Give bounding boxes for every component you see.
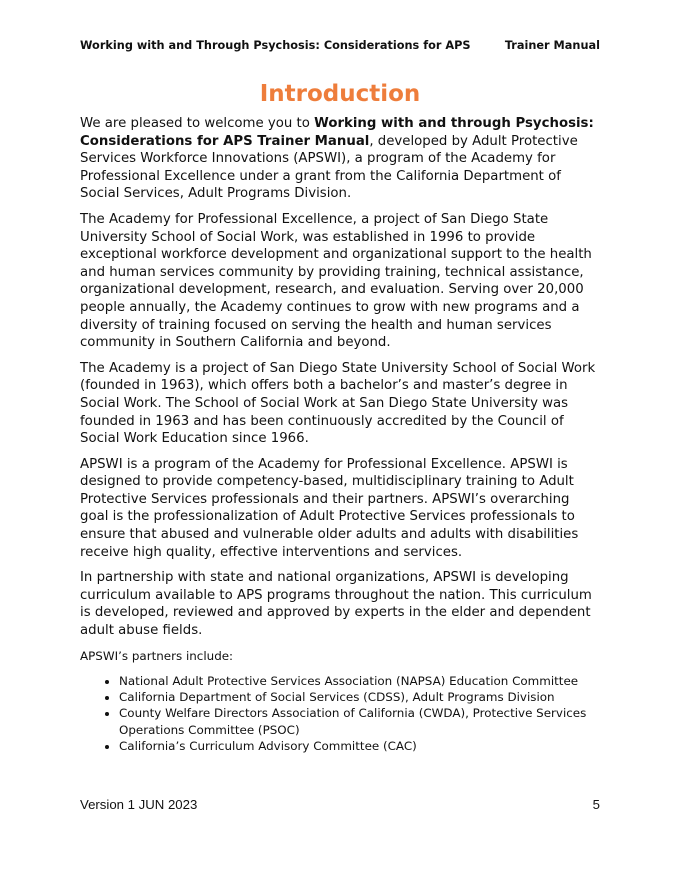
intro-paragraph-5: In partnership with state and national organizations, APSWI is developing curriculum available to APS programs throughout the nation. This curriculum is developed, reviewed and approved by experts in the elder and dependent adult abuse fields. — [80, 570, 592, 639]
list-item: • National Adult Protective Services Association (NAPSA) Education Committee — [119, 673, 600, 689]
manual-title-bold: Working with and through Psychosis: Considerations for APS Trainer Manual — [80, 116, 594, 149]
intro-paragraph-3: The Academy is a project of San Diego State University School of Social Work (founded in 1963), which offers both a bachelor’s and master’s degree in Social Work. The School of Social Work at San Diego State University was founded in 1963 and has been continuously accredited by the Council of Social Work Education since 1966. — [80, 360, 596, 447]
intro-paragraph-2: The Academy for Professional Excellence, a project of San Diego State University School of Social Work, was established in 1996 to provide exceptional workforce development and organizational support to the health and human services community by providing training, technical assistance, organizational development, research, and evaluation. Serving over 20,000 people annually, the Academy continues to grow with new programs and a diversity of training focused on serving the health and human services community in Southern California and beyond. — [80, 211, 592, 351]
body-content — [80, 115, 600, 754]
intro-paragraph-1 — [80, 115, 600, 203]
partners-list — [80, 673, 600, 754]
p1-rest: , developed by Adult Protective Services Workforce Innovations (APSWI), a program of the Academy for Professional Excellence under a grant from the California Department of Social Services, Adult Programs Division. — [80, 133, 578, 202]
header-doc-title: Working with and Through Psychosis: Considerations for APS — [80, 39, 471, 52]
list-item: • California’s Curriculum Advisory Committee (CAC) — [119, 738, 600, 754]
partners-intro: APSWI’s partners include: — [80, 648, 234, 663]
intro-paragraph-4: APSWI is a program of the Academy for Professional Excellence. APSWI is designed to provide competency-based, multidisciplinary training to Adult Protective Services professionals and their partners. APSWI’s overarching goal is the professionalization of Adult Protective Services professionals to ensure that abused and vulnerable older adults and adults with disabilities receive high quality, effective interventions and services. — [80, 456, 579, 560]
page-title: Introduction — [259, 81, 421, 107]
page-number: 5 — [592, 797, 600, 812]
list-item: • California Department of Social Services (CDSS), Adult Programs Division — [119, 689, 600, 705]
header-doc-type: Trainer Manual — [504, 39, 600, 52]
list-item: • County Welfare Directors Association of California (CWDA), Protective Services Operations Committee (PSOC) — [119, 705, 600, 738]
page-header — [80, 39, 600, 52]
footer-version: Version 1 JUN 2023 — [80, 797, 198, 812]
p1-lead: We are pleased to welcome you to — [80, 116, 315, 131]
page-footer — [80, 797, 600, 812]
